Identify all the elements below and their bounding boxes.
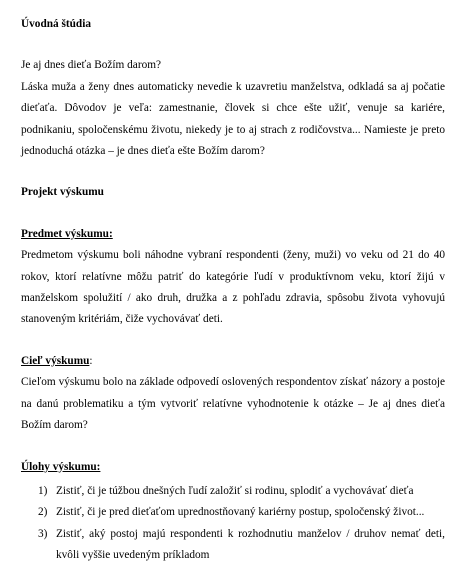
list-item bbox=[21, 502, 445, 523]
list-item-number: 1) bbox=[38, 484, 48, 497]
goal-heading bbox=[21, 351, 445, 372]
list-item-text: Zistiť, či je túžbou dnešných ľudí založiť si rodinu, splodiť a vychovávať dieťa bbox=[56, 484, 414, 497]
list-item bbox=[21, 524, 445, 567]
tasks-heading: Úlohy výskumu: bbox=[21, 460, 101, 473]
list-item-text: Zistiť, aký postoj majú respondenti k rozhodnutiu manželov / druhov nemať deti, kvôli vyššie uvedeným príkladom bbox=[56, 527, 445, 562]
list-item-text: Zistiť, či je pred dieťaťom uprednostňovaný kariérny postup, spoločenský život... bbox=[56, 506, 425, 519]
goal-heading-suffix: : bbox=[89, 354, 93, 367]
goal-paragraph: Cieľom výskumu bolo na základe odpovedí oslovených respondentov získať názory a postoje na danú problematiku a tým vytvoriť relatívne vyhodnotenie k otázke – Je aj dnes dieťa Božím darom? bbox=[21, 376, 445, 432]
list-item-number: 2) bbox=[38, 506, 48, 519]
goal-heading-text: Cieľ výskumu bbox=[21, 354, 90, 367]
intro-question: Je aj dnes dieťa Božím darom? bbox=[21, 59, 162, 72]
project-heading: Projekt výskumu bbox=[21, 186, 104, 199]
tasks-list bbox=[21, 481, 445, 567]
subject-heading: Predmet výskumu: bbox=[21, 227, 113, 240]
document-page bbox=[21, 14, 445, 567]
list-item-number: 3) bbox=[38, 527, 48, 540]
intro-heading: Úvodná štúdia bbox=[21, 18, 92, 30]
intro-paragraph: Láska muža a ženy dnes automaticky nevedie k uzavretiu manželstva, odkladá sa aj počatie dieťaťa. Dôvodov je veľa: zamestnanie, človek si chce ešte užiť, venuje sa kariére, podnikaniu, spoločenskému životu, niekedy je to aj strach z rodičovstva... Namieste je preto jednoduchá otázka – je dnes dieťa ešte Božím darom? bbox=[21, 80, 445, 158]
list-item bbox=[21, 481, 445, 502]
subject-paragraph: Predmetom výskumu boli náhodne vybraní respondenti (ženy, muži) vo veku od 21 do 40 rokov, ktorí relatívne môžu patriť do kategórie ľudí v produktívnom veku, ktorí žijú v manželskom spolužití / ako druh, družka a z pohľadu zdravia, spôsobu života vyhovujú stanoveným kritériám, čiže vychovávať deti. bbox=[21, 249, 445, 326]
